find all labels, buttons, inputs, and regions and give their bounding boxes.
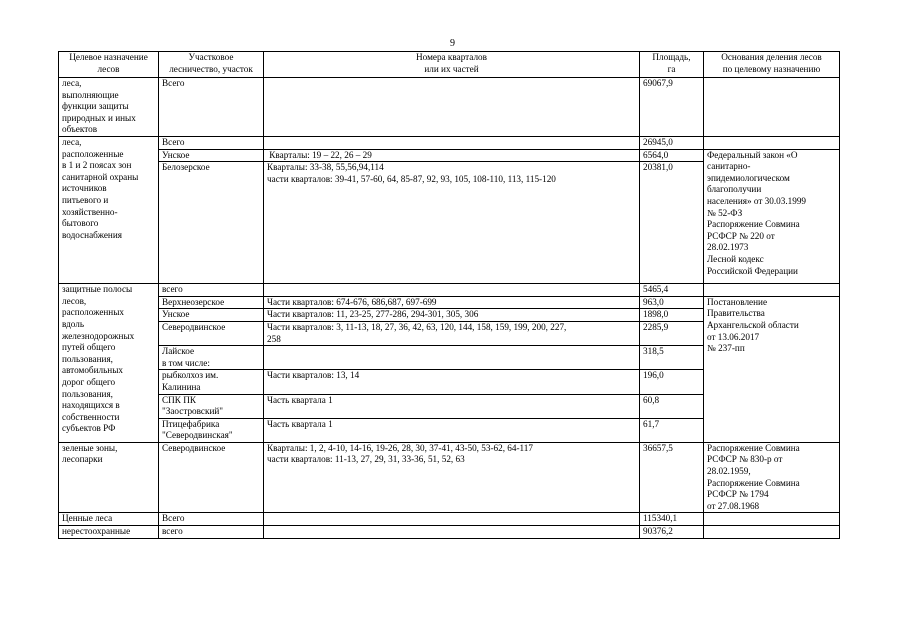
forestry-cell: Северодвинское (159, 321, 264, 345)
forestry-cell: всего (159, 526, 264, 539)
quarters-cell: Часть квартала 1 (264, 394, 640, 418)
forestry-cell: Унское (159, 149, 264, 162)
forestry-cell: Лайское в том числе: (159, 346, 264, 370)
table-row (59, 78, 840, 137)
quarters-cell (264, 513, 640, 526)
basis-cell (704, 78, 840, 137)
forestry-cell: Всего (159, 136, 264, 149)
header-purpose: Целевое назначение лесов (59, 52, 159, 78)
quarters-cell: Кварталы: 33-38, 55,56,94,114 части кварталов: 39-41, 57-60, 64, 85-87, 92, 93, 105, 108-110, 113, 115-120 (264, 162, 640, 284)
purpose-cell: Ценные леса (59, 513, 159, 526)
area-cell: 2285,9 (640, 321, 704, 345)
area-cell: 963,0 (640, 296, 704, 309)
basis-cell: Постановление Правительства Архангельской области от 13.06.2017 № 237-пп (704, 296, 840, 442)
area-cell: 6564,0 (640, 149, 704, 162)
forestry-cell: Северодвинское (159, 442, 264, 513)
basis-cell (704, 513, 840, 526)
purpose-cell: зеленые зоны, лесопарки (59, 442, 159, 513)
header-row (59, 52, 840, 78)
forestry-cell: всего (159, 284, 264, 297)
quarters-cell (264, 78, 640, 137)
quarters-cell: Части кварталов: 674-676, 686,687, 697-699 (264, 296, 640, 309)
quarters-cell (264, 526, 640, 539)
area-cell: 69067,9 (640, 78, 704, 137)
quarters-cell: Кварталы: 1, 2, 4-10, 14-16, 19-26, 28, 30, 37-41, 43-50, 53-62, 64-117 части кварталов: 11-13, 27, 29, 31, 33-36, 51, 52, 63 (264, 442, 640, 513)
forestry-cell: Всего (159, 513, 264, 526)
basis-cell: Распоряжение Совмина РСФСР № 830-р от 28.02.1959, Распоряжение Совмина РСФСР № 1794 от 27.08.1968 (704, 442, 840, 513)
table-row (59, 296, 840, 309)
quarters-cell (264, 284, 640, 297)
quarters-cell: Части кварталов: 11, 23-25, 277-286, 294-301, 305, 306 (264, 309, 640, 322)
table-row (59, 526, 840, 539)
purpose-cell: леса, выполняющие функции защиты природных и иных объектов (59, 78, 159, 137)
area-cell: 26945,0 (640, 136, 704, 149)
area-cell: 318,5 (640, 346, 704, 370)
quarters-cell (264, 346, 640, 370)
quarters-cell: Части кварталов: 13, 14 (264, 370, 640, 394)
forestry-cell: Белозерское (159, 162, 264, 284)
table-row (59, 284, 840, 297)
area-cell: 115340,1 (640, 513, 704, 526)
area-cell: 90376,2 (640, 526, 704, 539)
quarters-cell: Части кварталов: 3, 11-13, 18, 27, 36, 42, 63, 120, 144, 158, 159, 199, 200, 227, 258 (264, 321, 640, 345)
area-cell: 20381,0 (640, 162, 704, 284)
forestry-cell: СПК ПК "Заостровский" (159, 394, 264, 418)
header-forestry: Участковое лесничество, участок (159, 52, 264, 78)
basis-cell: Федеральный закон «О санитарно- эпидемиологическом благополучии населения» от 30.03.1999 № 52-ФЗ Распоряжение Совмина РСФСР № 220 от 28.02.1973 Лесной кодекс Российской Федерации (704, 149, 840, 284)
quarters-cell (264, 136, 640, 149)
table-row (59, 442, 840, 513)
header-basis: Основания деления лесов по целевому назначению (704, 52, 840, 78)
basis-cell (704, 526, 840, 539)
forestry-cell: Унское (159, 309, 264, 322)
table-row (59, 149, 840, 162)
basis-cell (704, 284, 840, 297)
forestry-cell: рыбколхоз им. Калинина (159, 370, 264, 394)
forest-purpose-table (58, 51, 840, 539)
quarters-cell: Кварталы: 19 – 22, 26 – 29 (264, 149, 640, 162)
area-cell: 61,7 (640, 418, 704, 442)
table-row (59, 513, 840, 526)
forestry-cell: Птицефабрика "Северодвинская" (159, 418, 264, 442)
area-cell: 60,8 (640, 394, 704, 418)
quarters-cell: Часть квартала 1 (264, 418, 640, 442)
purpose-cell: леса, расположенные в 1 и 2 поясах зон санитарной охраны источников питьевого и хозяйственно- бытового водоснабжения (59, 136, 159, 283)
table-row (59, 136, 840, 149)
area-cell: 36657,5 (640, 442, 704, 513)
header-quarters: Номера кварталов или их частей (264, 52, 640, 78)
area-cell: 5465,4 (640, 284, 704, 297)
basis-cell (704, 136, 840, 149)
page-number: 9 (450, 38, 455, 49)
area-cell: 1898,0 (640, 309, 704, 322)
purpose-cell: защитные полосы лесов, расположенных вдоль железнодорожных путей общего пользования, автомобильных дорог общего пользования, находящихся в собственности субъектов РФ (59, 284, 159, 443)
forestry-cell: Всего (159, 78, 264, 137)
header-area: Площадь, га (640, 52, 704, 78)
area-cell: 196,0 (640, 370, 704, 394)
purpose-cell: нерестоохранные (59, 526, 159, 539)
forestry-cell: Верхнеозерское (159, 296, 264, 309)
